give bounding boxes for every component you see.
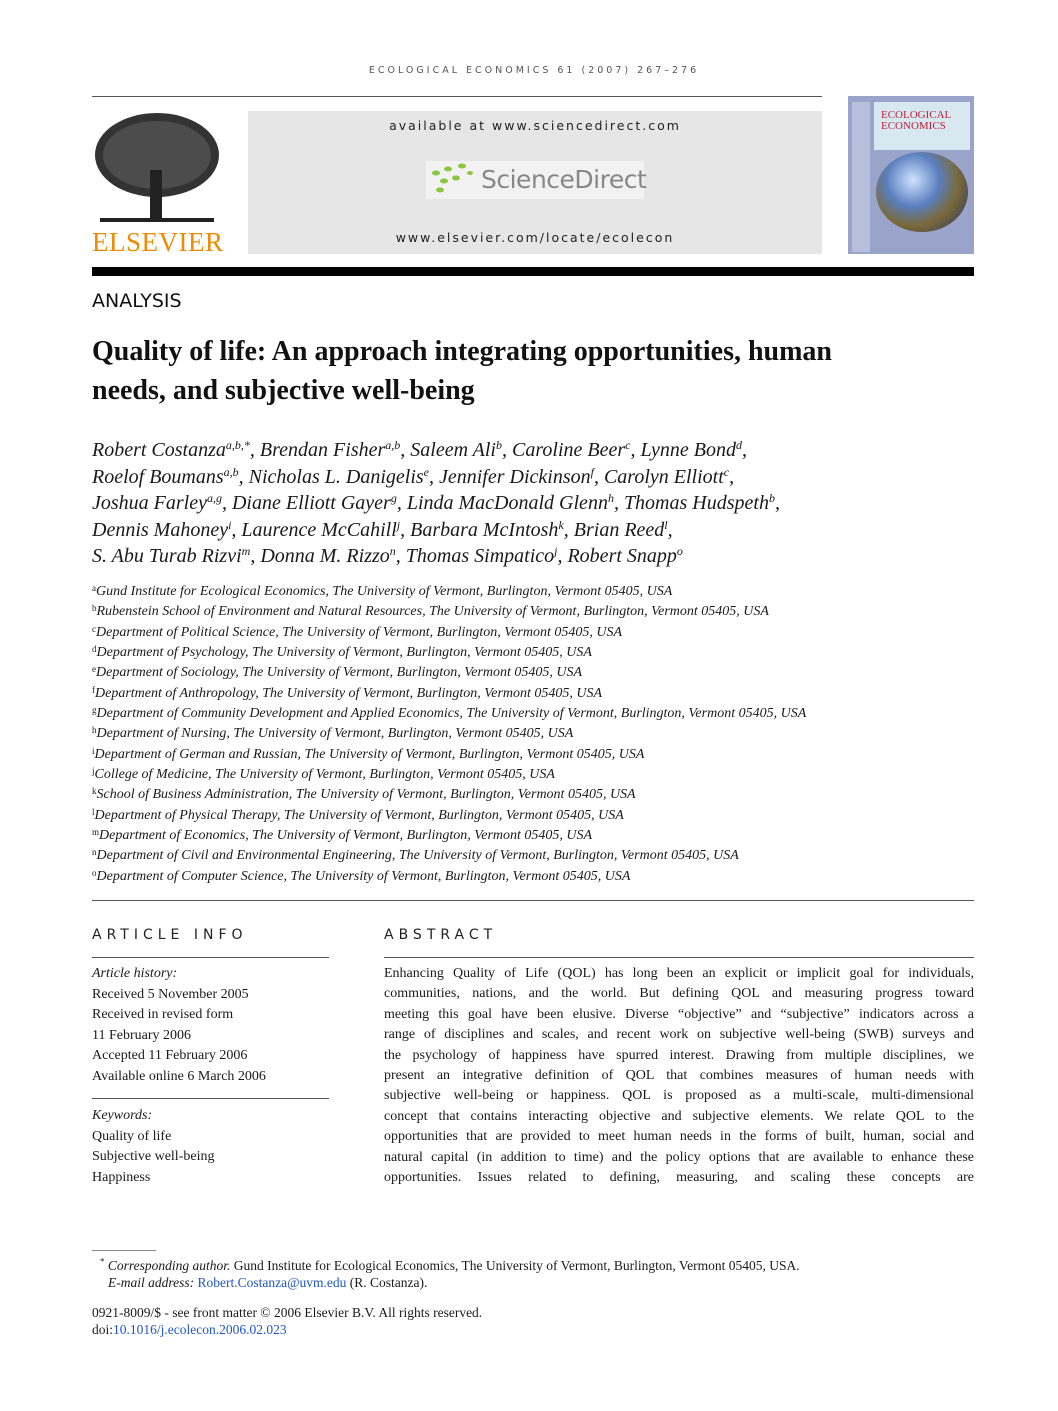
section-label: ANALYSIS — [92, 290, 182, 312]
author-affiliation-mark: g — [390, 491, 397, 506]
author-name: Brendan Fisher — [259, 439, 386, 461]
author-affiliation-mark: c — [723, 464, 730, 479]
author-line: Joshua Farley$^{a,g}$, Diane Elliott Gayer$^g$, Linda MacDonald Glenn$^h$, Thomas Hudspeth$^b$, — [92, 491, 780, 515]
running-head: ECOLOGICAL ECONOMICS 61 (2007) 267–276 — [368, 65, 700, 76]
affiliation-mark: m — [92, 827, 100, 838]
affiliation-mark: i — [92, 745, 95, 756]
author-affiliation-mark: f — [590, 464, 594, 479]
doi: doi:10.1016/j.ecolecon.2006.02.023 — [92, 1322, 287, 1337]
affiliation-mark: k — [92, 786, 97, 797]
author-affiliation-mark: j — [396, 517, 401, 532]
abstract-body — [384, 964, 974, 1188]
affiliation-mark: n — [92, 847, 97, 858]
article-title: Quality of life: An approach integrating opportunities, human needs, and subjective well-being — [92, 336, 833, 406]
author-name: Diane Elliott Gayer — [231, 492, 391, 515]
abstract-line: opportunities. Issues related to defining, measuring, and scaling these concepts are — [384, 1170, 974, 1186]
divider — [384, 957, 974, 958]
tree-icon — [92, 110, 222, 226]
author-name: Roelof Boumans — [92, 465, 224, 488]
affiliation-text: Department of Anthropology, The University of Vermont, Burlington, Vermont 05405, USA — [95, 685, 603, 701]
author-line: Robert Costanza$^{a,b,*}$, Brendan Fisher$^{a,b}$, Saleem Ali$^b$, Caroline Beer$^c$, Lynne Bond$^d$, — [92, 438, 747, 461]
affiliation-text: College of Medicine, The University of Vermont, Burlington, Vermont 05405, USA — [94, 767, 555, 783]
journal-cover — [848, 96, 974, 254]
author-name: Barbara McIntosh — [410, 518, 559, 541]
author-affiliation-mark: a,b — [385, 438, 401, 452]
affiliation-mark: j — [92, 766, 95, 777]
affiliation — [92, 602, 974, 622]
affiliation — [92, 765, 974, 785]
sciencedirect-dots-icon — [426, 161, 480, 199]
author-name: Robert Costanza — [92, 439, 226, 461]
abstract-line: communities, nations, and the world. But defining QOL and measuring progress toward — [384, 986, 974, 1002]
author-name: Brian Reed — [573, 518, 665, 541]
affiliation-mark: e — [92, 664, 96, 675]
affiliation — [92, 582, 974, 602]
affiliation-text: Rubenstein School of Environment and Natural Resources, The University of Vermont, Burlington, Vermont 05405, USA — [96, 604, 769, 620]
affiliation-text: Department of Nursing, The University of Vermont, Burlington, Vermont 05405, USA — [96, 726, 574, 742]
header-rule — [92, 96, 822, 97]
affiliation-mark: b — [92, 603, 97, 614]
affiliation — [92, 806, 974, 826]
affiliation — [92, 785, 974, 805]
affiliation — [92, 663, 974, 683]
globe-image — [876, 152, 968, 232]
affiliation — [92, 867, 974, 887]
elsevier-wordmark: ELSEVIER — [92, 227, 224, 257]
affiliation — [92, 724, 974, 744]
author-name: Thomas Simpatico — [405, 545, 555, 568]
author-affiliation-mark: o — [676, 544, 683, 559]
cover-journal-title: ECOLOGICAL ECONOMICS — [881, 109, 951, 132]
author-affiliation-mark: a,b,* — [225, 438, 250, 452]
header-bar — [92, 267, 974, 276]
article-history: Article history: Received 5 November 2005 Received in revised form 11 February 2006 Accepted 11 February 2006 Available online 6 March 2006 — [92, 966, 266, 1084]
author-name: Carolyn Elliott — [603, 465, 724, 488]
copyright: 0921-8009/$ - see front matter © 2006 Elsevier B.V. All rights reserved. — [92, 1305, 483, 1320]
author-affiliation-mark: h — [607, 491, 614, 506]
abstract-line: subjective well-being or happiness. QOL is proposed as a multi-scale, multi-dimensional — [384, 1088, 974, 1104]
author-list — [92, 437, 974, 570]
author-affiliation-mark: b — [768, 491, 775, 506]
affiliation — [92, 643, 974, 663]
author-name: Jennifer Dickinson — [439, 465, 591, 488]
corresponding-author-note: * Corresponding author. Gund Institute for Ecological Economics, The University of Vermont, Burlington, Vermont 05405, USA. E-mail address: Robert.Costanza@uvm.edu (R. Costanza). — [100, 1256, 800, 1290]
author-name: Dennis Mahoney — [92, 518, 229, 541]
author-affiliation-mark: i — [228, 517, 232, 532]
abstract-line: natural capital (in addition to time) and the policy options that are available to enhance these — [384, 1149, 974, 1165]
affiliation-mark: c — [92, 623, 96, 634]
abstract-line: concept that contains interacting objective and subjective elements. We relate QOL to the — [384, 1108, 974, 1124]
author-affiliation-mark: e — [423, 464, 429, 479]
divider — [92, 957, 329, 958]
abstract-heading: ABSTRACT — [384, 927, 498, 943]
author-name: Laurence McCahill — [241, 518, 397, 541]
journal-url: www.elsevier.com/locate/ecolecon — [395, 230, 675, 245]
abstract-line: present an integrative definition of QOL that combines measures of human needs with — [384, 1068, 974, 1084]
footnote-rule — [92, 1250, 156, 1251]
author-affiliation-mark: c — [625, 438, 631, 452]
affiliation-text: Department of Economics, The University of Vermont, Burlington, Vermont 05405, USA — [99, 828, 593, 844]
affiliation-text: Department of Civil and Environmental Engineering, The University of Vermont, Burlington, Vermont 05405, USA — [96, 848, 739, 864]
affiliation-mark: h — [92, 725, 97, 736]
keywords: Keywords: Quality of life Subjective well-being Happiness — [92, 1108, 215, 1185]
divider — [92, 1098, 329, 1099]
author-affiliation-mark: a,b — [223, 464, 239, 479]
author-affiliation-mark: a,g — [206, 491, 222, 506]
author-line: Roelof Boumans$^{a,b}$, Nicholas L. Danigelis$^e$, Jennifer Dickinson$^f$, Carolyn Elliott$^c$, — [92, 464, 735, 488]
author-name: Robert Snapp — [567, 545, 677, 568]
author-name: Lynne Bond — [640, 439, 736, 461]
abstract-line: the psychology of happiness have spurred interest. Drawing from multiple disciplines, we — [384, 1047, 974, 1063]
author-name: S. Abu Turab Rizvi — [92, 545, 242, 568]
author-line: Dennis Mahoney$^i$, Laurence McCahill$^j$, Barbara McIntosh$^k$, Brian Reed$^l$, — [92, 517, 673, 541]
author-name: Donna M. Rizzo — [260, 545, 390, 568]
author-affiliation-mark: j — [554, 544, 558, 559]
doi-link[interactable]: 10.1016/j.ecolecon.2006.02.023 — [113, 1322, 287, 1337]
author-name: Joshua Farley — [92, 492, 207, 515]
author-name: Caroline Beer — [512, 439, 626, 461]
affiliation — [92, 684, 974, 704]
affiliation — [92, 826, 974, 846]
affiliation-text: Department of Political Science, The University of Vermont, Burlington, Vermont 05405, USA — [96, 624, 623, 640]
affiliation-text: School of Business Administration, The University of Vermont, Burlington, Vermont 05405, USA — [96, 787, 636, 803]
sciencedirect-logo: ScienceDirect — [426, 161, 644, 199]
affiliation-mark: a — [92, 583, 96, 593]
affiliation-mark: l — [92, 806, 95, 817]
affiliation-text: Department of Sociology, The University of Vermont, Burlington, Vermont 05405, USA — [96, 665, 583, 681]
elsevier-logo — [92, 110, 222, 256]
author-affiliation-mark: n — [389, 544, 396, 559]
affiliation — [92, 745, 974, 765]
available-at-text: available at www.sciencedirect.com — [389, 118, 681, 133]
author-name: Thomas Hudspeth — [623, 492, 769, 515]
author-line: S. Abu Turab Rizvi$^m$, Donna M. Rizzo$^n$, Thomas Simpatico$^j$, Robert Snapp$^o$ — [92, 544, 683, 568]
author-affiliation-mark: l — [664, 517, 668, 532]
abstract-line: meeting this goal have been elusive. Diverse “objective” and “subjective” indicators across a — [384, 1006, 974, 1022]
affiliation-mark: f — [92, 684, 95, 695]
affiliation-text: Department of Community Development and Applied Economics, The University of Vermont, Burlington, Vermont 05405, USA — [96, 706, 807, 722]
affiliation-mark: g — [92, 705, 97, 716]
author-name: Nicholas L. Danigelis — [248, 465, 424, 488]
author-affiliation-mark: b — [496, 438, 502, 452]
author-name: Linda MacDonald Glenn — [406, 492, 608, 515]
divider — [92, 900, 974, 901]
email-link[interactable]: Robert.Costanza@uvm.edu — [197, 1275, 347, 1290]
affiliation-text: Department of Computer Science, The University of Vermont, Burlington, Vermont 05405, USA — [96, 868, 631, 884]
abstract-line: range of disciplines and scales, and recent work on subjective well-being (SWB) surveys and — [384, 1027, 974, 1043]
author-affiliation-mark: d — [735, 438, 742, 452]
affiliation-mark: d — [92, 644, 97, 655]
affiliation — [92, 846, 974, 866]
affiliation-text: Department of Physical Therapy, The University of Vermont, Burlington, Vermont 05405, USA — [94, 807, 624, 823]
author-affiliation-mark: m — [241, 544, 251, 559]
affiliation-text: Department of German and Russian, The University of Vermont, Burlington, Vermont 05405, USA — [94, 746, 645, 762]
article-info-heading: ARTICLE INFO — [92, 927, 248, 943]
affiliation-text: Department of Psychology, The University of Vermont, Burlington, Vermont 05405, USA — [96, 645, 592, 661]
affiliation — [92, 704, 974, 724]
abstract-line: Enhancing Quality of Life (QOL) has long been an explicit or implicit goal for individuals, — [384, 966, 974, 981]
author-name: Saleem Ali — [410, 439, 496, 461]
affiliation-text: Gund Institute for Ecological Economics, The University of Vermont, Burlington, Vermont 05405, USA — [96, 584, 673, 599]
abstract-line: opportunities that are provided to meet human needs in the forms of built, human, social and — [384, 1129, 974, 1145]
affiliation-mark: o — [92, 867, 97, 878]
sciencedirect-banner — [248, 111, 822, 254]
affiliation — [92, 623, 974, 643]
author-affiliation-mark: k — [558, 517, 564, 532]
affiliation-list — [92, 582, 974, 887]
